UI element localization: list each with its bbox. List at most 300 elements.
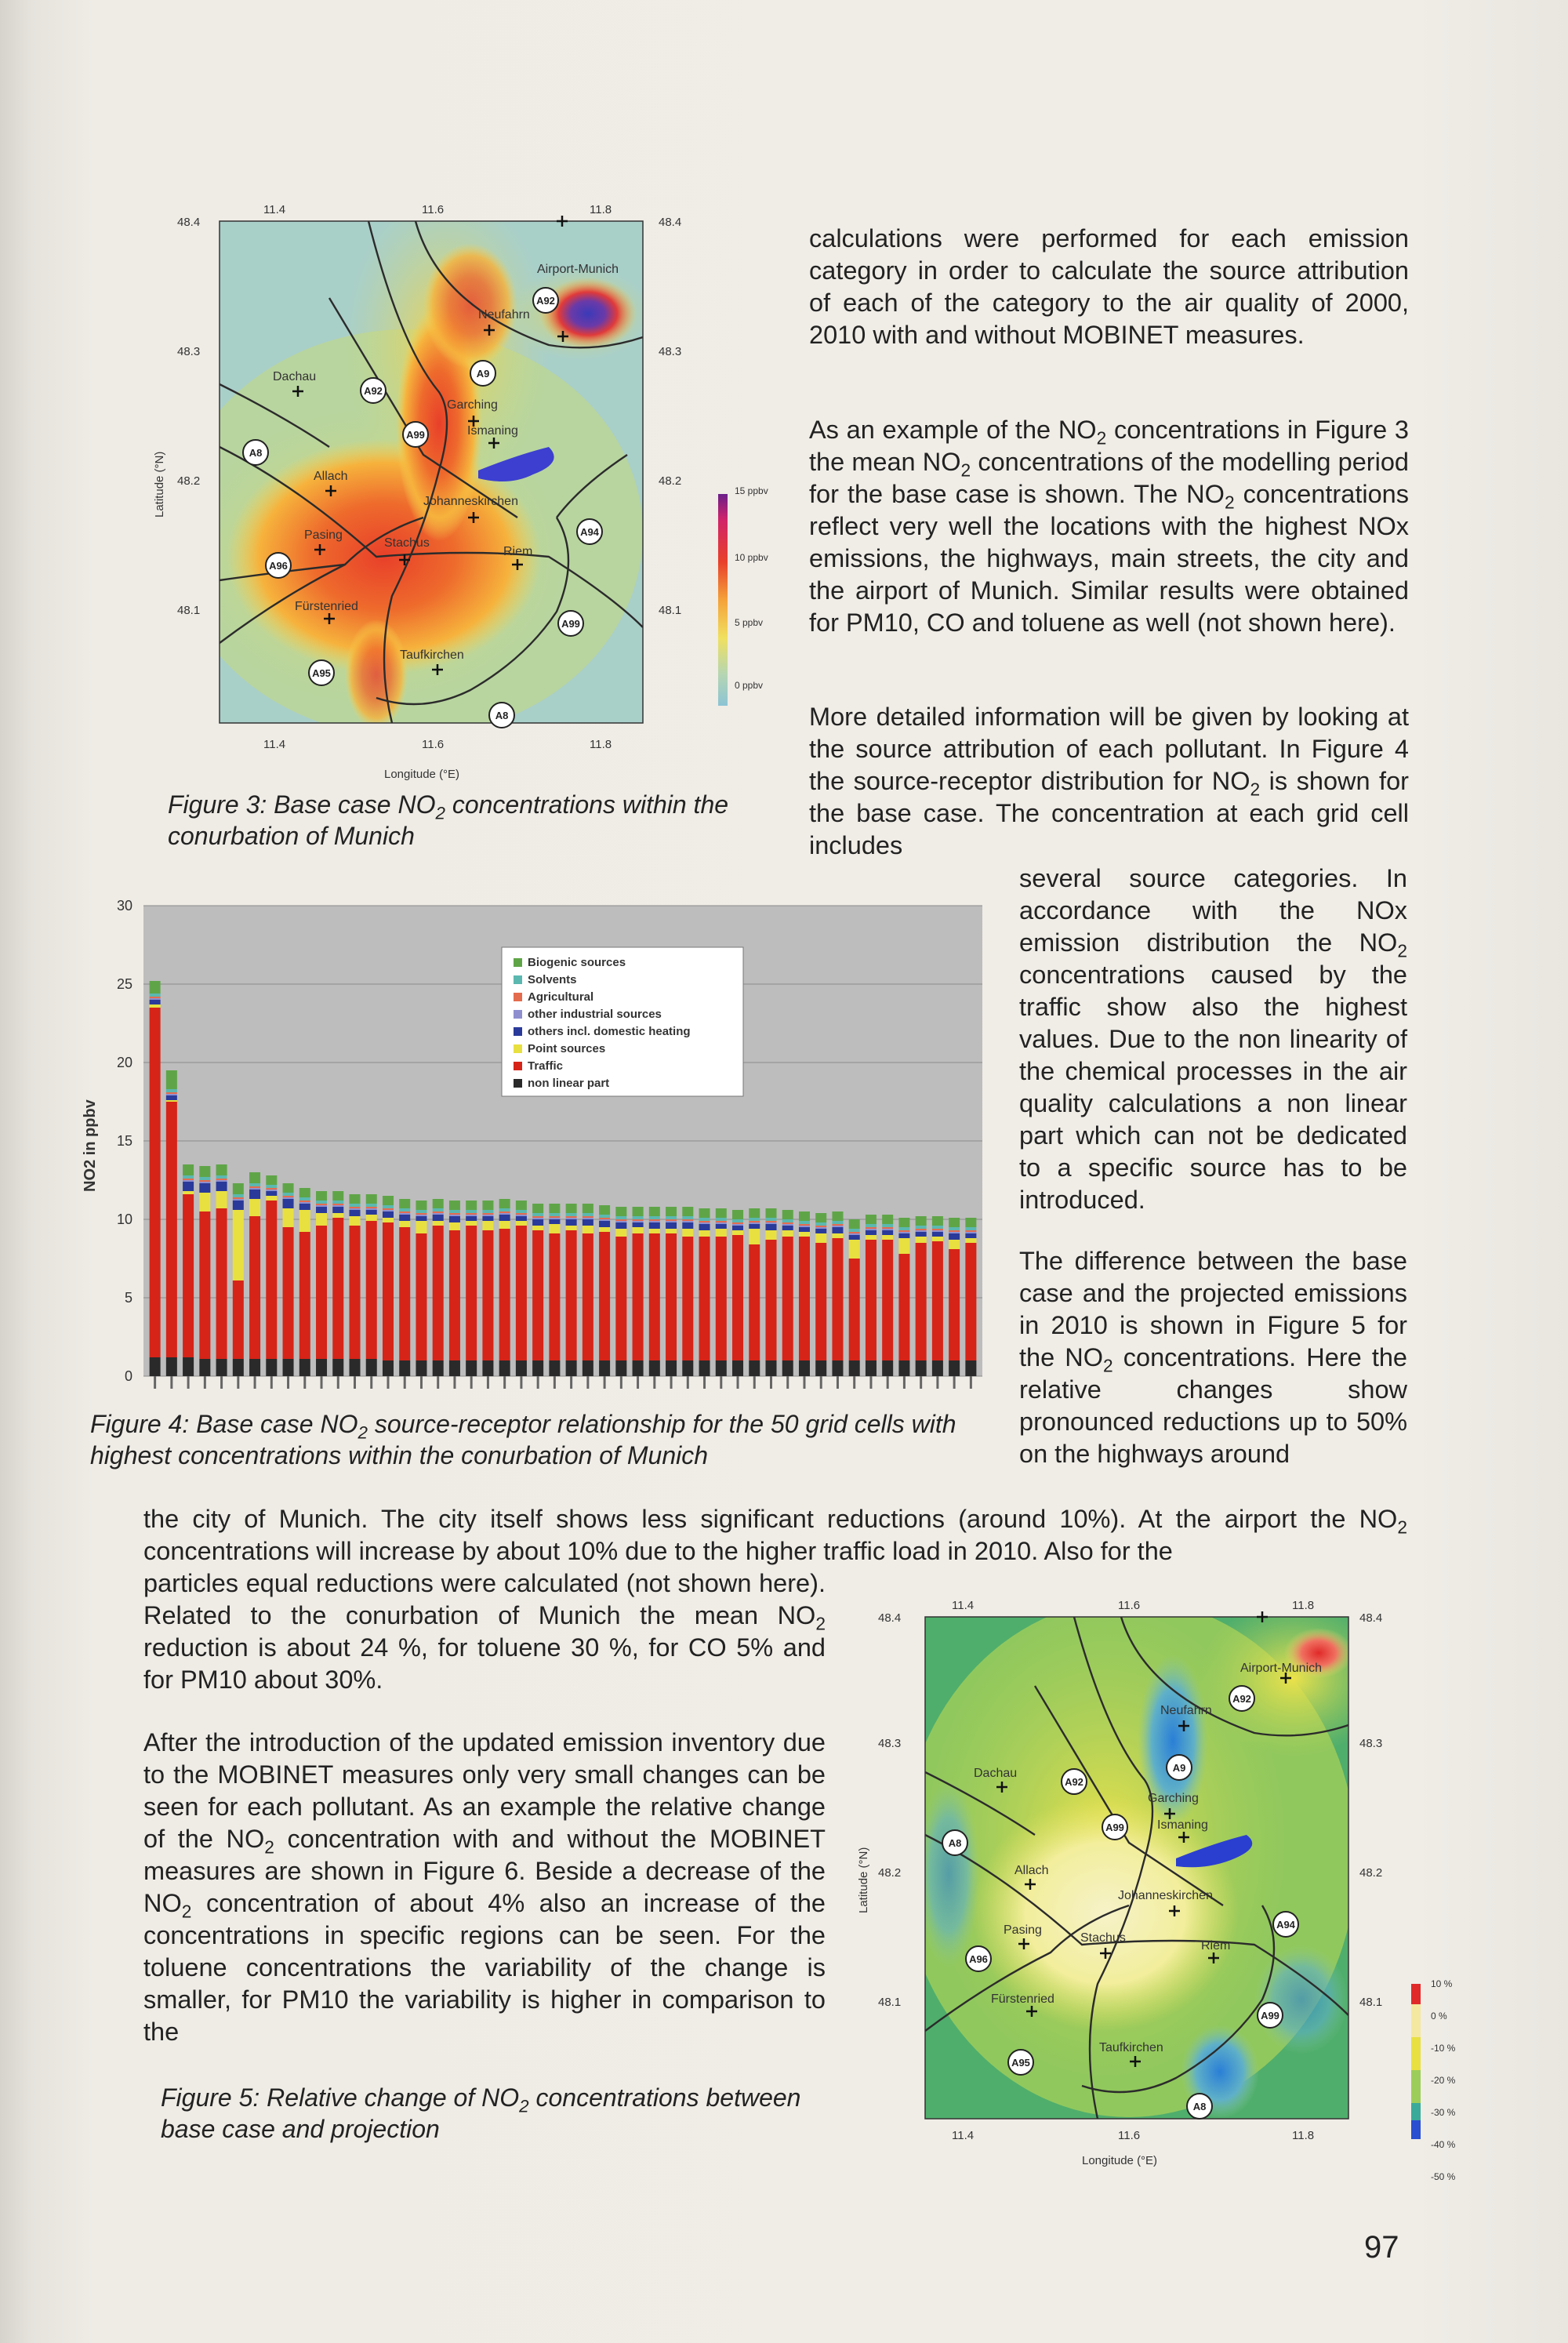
bar-segment — [183, 1182, 194, 1191]
highway-badge — [361, 378, 386, 403]
bar-segment — [499, 1211, 510, 1213]
bar-segment — [965, 1243, 976, 1360]
bar-segment — [898, 1254, 909, 1360]
bar-segment — [666, 1360, 677, 1376]
bar-segment — [266, 1191, 277, 1196]
bar-segment — [583, 1213, 593, 1216]
bar-segment — [866, 1235, 877, 1240]
x-axis-label: Longitude (°E) — [1082, 2154, 1158, 2167]
lat-tick-left: 48.3 — [878, 1737, 902, 1750]
bar-segment — [383, 1205, 394, 1208]
svg-text:A92: A92 — [536, 295, 555, 307]
bar-segment — [898, 1230, 909, 1232]
bar-segment — [732, 1230, 743, 1235]
paragraph: As an example of the $NO_2$ concentrations in Figure 3 the mean $NO_2$ concentrations of the modelling period for the base case is shown. The $NO_2$ concentrations reflect very well the locations with the highest NOx emissions, the highways, main streets, the city and the airport of Munich. Similar results were obtained for PM10, CO and toluene as well (not shown here). — [809, 416, 1409, 637]
highway-badge — [489, 703, 514, 728]
bar-segment — [965, 1218, 976, 1227]
bar-segment — [615, 1219, 626, 1221]
bar-segment — [782, 1224, 793, 1226]
bar-segment — [782, 1237, 793, 1360]
bar-segment — [633, 1227, 644, 1233]
bar-segment — [249, 1172, 260, 1183]
bar-segment — [965, 1233, 976, 1238]
bar-segment — [682, 1221, 693, 1222]
bar-segment — [815, 1360, 826, 1376]
bar-segment — [299, 1359, 310, 1376]
bar-segment — [932, 1241, 943, 1360]
bar-segment — [649, 1221, 660, 1222]
bar-segment — [549, 1204, 560, 1213]
bar-segment — [815, 1227, 826, 1229]
bar-segment — [916, 1243, 927, 1360]
bar-segment — [399, 1360, 410, 1376]
bar-segment — [499, 1208, 510, 1211]
bar-segment — [549, 1216, 560, 1218]
bar-segment — [399, 1213, 410, 1215]
bar-segment — [916, 1360, 927, 1376]
bar-segment — [266, 1201, 277, 1359]
bar-segment — [615, 1229, 626, 1237]
bar-segment — [649, 1229, 660, 1233]
bar-segment — [532, 1226, 543, 1230]
svg-text:A99: A99 — [1261, 2010, 1279, 2022]
bar-segment — [482, 1213, 493, 1215]
bar-segment — [316, 1359, 327, 1376]
bar-segment — [283, 1199, 294, 1208]
bar-segment — [433, 1208, 444, 1211]
bar-segment — [266, 1185, 277, 1188]
bar-segment — [416, 1210, 426, 1213]
bar-segment — [832, 1221, 843, 1224]
bar-segment — [749, 1360, 760, 1376]
bar-segment — [433, 1199, 444, 1208]
svg-text:A94: A94 — [580, 526, 599, 538]
bar-segment — [332, 1201, 343, 1204]
svg-text:A92: A92 — [1065, 1776, 1083, 1788]
bar-segment — [349, 1208, 360, 1210]
legend-swatch — [514, 975, 522, 984]
bar-segment — [233, 1199, 244, 1201]
bar-segment — [366, 1194, 377, 1204]
bar-segment — [249, 1190, 260, 1199]
legend-swatch — [514, 993, 522, 1001]
bar-segment — [150, 994, 161, 997]
bar-segment — [566, 1360, 577, 1376]
bar-segment — [682, 1222, 693, 1229]
bar-segment — [649, 1222, 660, 1229]
lon-tick-top: 11.8 — [590, 203, 612, 216]
bar-segment — [815, 1213, 826, 1222]
svg-text:A94: A94 — [1276, 1919, 1295, 1931]
bar-segment — [416, 1233, 426, 1360]
bar-segment — [949, 1227, 960, 1230]
bar-segment — [249, 1359, 260, 1376]
bar-segment — [482, 1215, 493, 1216]
bar-segment — [466, 1360, 477, 1376]
bar-segment — [566, 1218, 577, 1219]
legend-label: 0 ppbv — [735, 680, 764, 691]
bar-segment — [516, 1210, 527, 1213]
bar-segment — [449, 1213, 460, 1215]
bar-segment — [399, 1208, 410, 1211]
bar-segment — [482, 1216, 493, 1221]
bar-segment — [199, 1211, 210, 1359]
bar-segment — [482, 1201, 493, 1210]
bar-segment — [633, 1219, 644, 1221]
legend-label: -40 % — [1431, 2139, 1456, 2150]
legend-label: other industrial sources — [528, 1008, 662, 1021]
highway-badge — [1008, 2050, 1033, 2075]
bar-segment — [832, 1211, 843, 1221]
place-label: Riem — [503, 545, 533, 558]
bar-segment — [499, 1213, 510, 1215]
bar-segment — [566, 1226, 577, 1230]
bar-segment — [349, 1216, 360, 1226]
bar-segment — [466, 1201, 477, 1210]
svg-text:A99: A99 — [1105, 1822, 1124, 1833]
bar-segment — [732, 1222, 743, 1224]
bar-segment — [649, 1233, 660, 1360]
lat-tick-right: 48.1 — [659, 604, 682, 617]
bar-segment — [249, 1183, 260, 1186]
place-label: Dachau — [273, 370, 317, 383]
bar-segment — [749, 1244, 760, 1360]
bar-segment — [866, 1230, 877, 1235]
bar-segment — [549, 1360, 560, 1376]
bar-segment — [433, 1360, 444, 1376]
bar-segment — [399, 1211, 410, 1213]
bar-segment — [516, 1221, 527, 1226]
highway-badge — [942, 1830, 967, 1855]
legend-label: 15 ppbv — [735, 485, 768, 496]
bar-segment — [615, 1221, 626, 1222]
bar-segment — [965, 1227, 976, 1230]
bar-segment — [416, 1216, 426, 1221]
bar-segment — [932, 1229, 943, 1230]
legend-label: 5 ppbv — [735, 617, 764, 628]
highway-badge — [1258, 2003, 1283, 2028]
legend-swatch — [514, 1044, 522, 1053]
bar-segment — [216, 1179, 227, 1180]
lon-tick-bottom: 11.4 — [263, 738, 286, 751]
bar-segment — [516, 1226, 527, 1360]
bar-segment — [882, 1227, 893, 1229]
bar-segment — [233, 1201, 244, 1210]
bar-segment — [216, 1208, 227, 1359]
bar-segment — [283, 1197, 294, 1199]
bar-segment — [866, 1224, 877, 1227]
bar-segment — [765, 1224, 776, 1230]
lat-tick-left: 48.4 — [878, 1611, 902, 1625]
bar-segment — [866, 1229, 877, 1230]
bar-segment — [799, 1224, 810, 1226]
bar-segment — [716, 1218, 727, 1221]
bar-segment — [150, 981, 161, 994]
legend-label: Traffic — [528, 1059, 564, 1073]
place-label: Allach — [314, 470, 348, 483]
bar-segment — [882, 1360, 893, 1376]
bar-segment — [732, 1226, 743, 1230]
bar-segment — [799, 1237, 810, 1360]
bar-segment — [183, 1180, 194, 1182]
bar-segment — [832, 1226, 843, 1227]
bar-segment — [732, 1235, 743, 1360]
bar-segment — [199, 1359, 210, 1376]
bar-segment — [433, 1226, 444, 1360]
bar-segment — [649, 1207, 660, 1216]
bar-segment — [383, 1208, 394, 1210]
legend-label: 10 ppbv — [735, 552, 768, 563]
bar-segment — [166, 1102, 177, 1357]
bar-segment — [716, 1237, 727, 1360]
bar-segment — [633, 1233, 644, 1360]
place-label: Stachus — [1080, 1931, 1126, 1945]
bar-segment — [499, 1360, 510, 1376]
place-label: Taufkirchen — [1099, 2041, 1163, 2054]
bar-segment — [166, 1357, 177, 1376]
bar-segment — [815, 1226, 826, 1227]
bar-segment — [799, 1360, 810, 1376]
place-label: Neufahrn — [478, 308, 530, 321]
bar-segment — [516, 1201, 527, 1210]
place-label: Taufkirchen — [400, 648, 464, 662]
bar-segment — [599, 1215, 610, 1218]
highway-badge — [966, 1946, 991, 1971]
bar-segment — [849, 1232, 860, 1233]
bar-segment — [949, 1218, 960, 1227]
bar-segment — [583, 1226, 593, 1233]
bar-segment — [516, 1213, 527, 1215]
bar-segment — [916, 1229, 927, 1230]
bar-segment — [699, 1230, 710, 1237]
place-label: Ismaning — [1157, 1818, 1208, 1832]
svg-text:A99: A99 — [561, 618, 580, 630]
lat-tick-left: 48.3 — [177, 345, 201, 358]
bar-segment — [866, 1227, 877, 1229]
bar-segment — [299, 1202, 310, 1204]
bar-segment — [466, 1210, 477, 1213]
bar-segment — [866, 1240, 877, 1360]
bar-segment — [849, 1259, 860, 1360]
bar-segment — [566, 1230, 577, 1360]
bar-segment — [249, 1186, 260, 1188]
bar-segment — [316, 1205, 327, 1207]
lon-tick-top: 11.8 — [1292, 1599, 1315, 1612]
svg-text:A96: A96 — [969, 1953, 988, 1965]
bar-segment — [898, 1227, 909, 1230]
bar-segment — [765, 1240, 776, 1360]
lat-tick-right: 48.2 — [1359, 1866, 1383, 1880]
bar-segment — [583, 1204, 593, 1213]
bar-segment — [782, 1226, 793, 1230]
legend-label: -50 % — [1431, 2171, 1456, 2182]
bar-segment — [466, 1216, 477, 1221]
svg-text:A95: A95 — [1011, 2057, 1030, 2069]
bar-segment — [815, 1229, 826, 1233]
bar-segment — [782, 1210, 793, 1219]
highway-badge — [266, 553, 291, 578]
bar-segment — [832, 1224, 843, 1226]
bar-segment — [233, 1280, 244, 1359]
bar-segment — [815, 1233, 826, 1243]
bar-segment — [666, 1216, 677, 1219]
bar-segment — [898, 1238, 909, 1254]
bar-segment — [532, 1218, 543, 1219]
lon-tick-top: 11.4 — [952, 1599, 975, 1612]
y-axis-label: Latitude (°N) — [857, 1847, 870, 1913]
bar-segment — [266, 1190, 277, 1191]
bar-segment — [716, 1222, 727, 1224]
bar-segment — [849, 1240, 860, 1259]
bar-segment — [383, 1196, 394, 1205]
bar-segment — [183, 1194, 194, 1357]
bar-segment — [416, 1360, 426, 1376]
bar-segment — [332, 1207, 343, 1213]
place-label: Allach — [1014, 1864, 1049, 1877]
bar-segment — [949, 1360, 960, 1376]
bar-segment — [583, 1216, 593, 1218]
lon-tick-bottom: 11.4 — [952, 2129, 975, 2142]
bar-segment — [682, 1216, 693, 1219]
y-tick-label: 25 — [116, 976, 132, 992]
lat-tick-right: 48.1 — [1359, 1996, 1383, 2009]
place-label: Garching — [1148, 1792, 1199, 1805]
bar-segment — [566, 1213, 577, 1216]
bar-segment — [349, 1226, 360, 1359]
figure-5-relative-change-map — [847, 1576, 1552, 2182]
bar-segment — [682, 1237, 693, 1360]
bar-segment — [699, 1237, 710, 1360]
bar-segment — [666, 1222, 677, 1229]
bar-segment — [633, 1207, 644, 1216]
bar-segment — [299, 1232, 310, 1359]
bar-segment — [482, 1221, 493, 1230]
figure-3-no2-map — [141, 188, 800, 784]
bar-segment — [466, 1221, 477, 1226]
bar-segment — [199, 1183, 210, 1193]
bar-segment — [666, 1207, 677, 1216]
bar-segment — [716, 1208, 727, 1218]
bar-segment — [782, 1360, 793, 1376]
bar-segment — [532, 1360, 543, 1376]
bar-segment — [916, 1237, 927, 1243]
lat-tick-left: 48.2 — [177, 474, 201, 488]
bar-segment — [499, 1199, 510, 1208]
bar-segment — [716, 1360, 727, 1376]
bar-segment — [233, 1183, 244, 1194]
bar-segment — [716, 1224, 727, 1229]
bar-segment — [366, 1359, 377, 1376]
bar-segment — [599, 1227, 610, 1232]
legend-label: non linear part — [528, 1077, 610, 1090]
bar-segment — [349, 1207, 360, 1208]
bar-segment — [433, 1211, 444, 1213]
bar-segment — [799, 1221, 810, 1224]
bar-segment — [216, 1164, 227, 1175]
bar-segment — [749, 1222, 760, 1224]
bar-segment — [316, 1204, 327, 1205]
bar-segment — [150, 1004, 161, 1008]
bar-segment — [532, 1204, 543, 1213]
bar-segment — [366, 1208, 377, 1210]
bar-segment — [233, 1359, 244, 1376]
bar-segment — [699, 1222, 710, 1224]
bar-segment — [499, 1229, 510, 1360]
place-label: Stachus — [384, 536, 430, 550]
bar-segment — [183, 1175, 194, 1179]
lon-tick-bottom: 11.8 — [1292, 2129, 1315, 2142]
bar-segment — [599, 1205, 610, 1215]
bar-segment — [416, 1201, 426, 1210]
y-tick-label: 5 — [124, 1290, 132, 1306]
bar-segment — [699, 1218, 710, 1221]
place-label: Airport-Munich — [537, 263, 619, 276]
bar-segment — [965, 1238, 976, 1243]
bar-segment — [299, 1210, 310, 1232]
place-label: Airport-Munich — [1240, 1662, 1323, 1675]
figure-3-caption: Figure 3: Base case $NO_2$ concentrations within the conurbation of Munich — [168, 790, 729, 850]
highway-badge — [577, 519, 602, 544]
bar-segment — [765, 1218, 776, 1221]
bar-segment — [666, 1229, 677, 1233]
bar-segment — [666, 1219, 677, 1221]
svg-text:A9: A9 — [1172, 1762, 1186, 1774]
bar-segment — [316, 1201, 327, 1204]
bar-segment — [849, 1360, 860, 1376]
bar-segment — [749, 1208, 760, 1218]
figure-3-colour-legend — [718, 485, 768, 706]
bar-segment — [782, 1230, 793, 1237]
bar-segment — [633, 1222, 644, 1227]
legend-swatch — [514, 1079, 522, 1088]
bar-segment — [366, 1221, 377, 1359]
bar-segment — [898, 1232, 909, 1233]
bar-segment — [849, 1233, 860, 1235]
bar-segment — [399, 1227, 410, 1360]
highway-badge — [243, 440, 268, 465]
bar-segment — [949, 1249, 960, 1360]
bar-segment — [150, 998, 161, 1000]
place-label: Pasing — [1004, 1923, 1042, 1937]
x-axis-label: Longitude (°E) — [384, 768, 460, 781]
bar-segment — [466, 1213, 477, 1215]
bar-segment — [283, 1193, 294, 1196]
legend-label: Agricultural — [528, 990, 594, 1004]
bar-segment — [849, 1229, 860, 1232]
legend-swatch — [514, 958, 522, 967]
bar-segment — [199, 1180, 210, 1182]
bar-segment — [882, 1230, 893, 1235]
highway-badge — [403, 422, 428, 447]
bar-segment — [433, 1215, 444, 1221]
bar-segment — [898, 1218, 909, 1227]
bar-segment — [532, 1216, 543, 1218]
y-tick-label: 15 — [116, 1133, 132, 1149]
bar-segment — [266, 1359, 277, 1376]
y-axis-label: Latitude (°N) — [153, 451, 166, 518]
legend-swatch — [514, 1062, 522, 1070]
bar-segment — [649, 1216, 660, 1219]
bar-segment — [349, 1194, 360, 1204]
bar-segment — [383, 1210, 394, 1211]
page-number: 97 — [1364, 2230, 1399, 2265]
highway-badge — [1273, 1912, 1298, 1937]
bar-segment — [283, 1359, 294, 1376]
bar-segment — [699, 1221, 710, 1222]
bar-segment — [749, 1224, 760, 1229]
lat-tick-right: 48.3 — [1359, 1737, 1383, 1750]
bar-segment — [732, 1219, 743, 1222]
